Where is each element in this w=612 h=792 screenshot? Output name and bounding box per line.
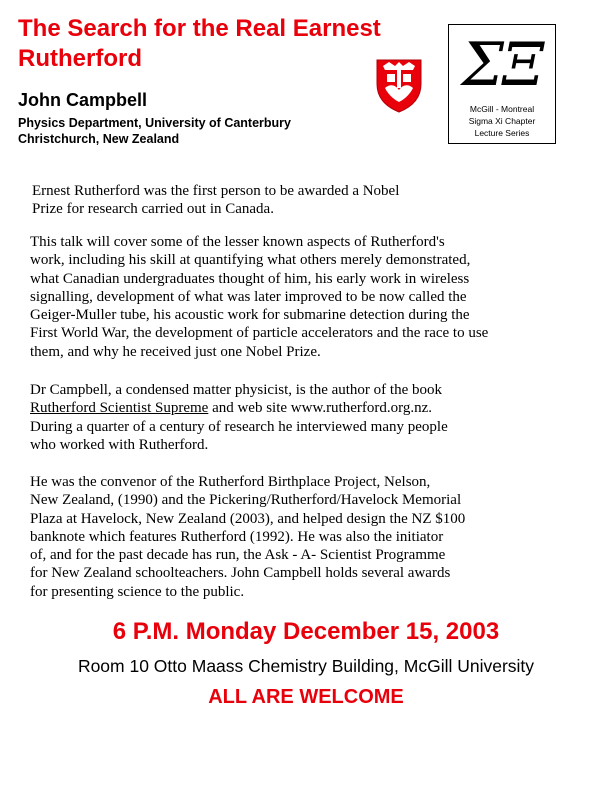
text-line: He was the convenor of the Rutherford Birthplace Project, Nelson,	[30, 474, 431, 490]
text-line: signalling, development of what was later improved to be now called the	[30, 288, 467, 305]
text-line	[30, 399, 550, 417]
intro-paragraph	[32, 182, 492, 219]
event-datetime: 6 P.M. Monday December 15, 2003	[112, 618, 500, 645]
speaker-achievements-paragraph	[30, 473, 550, 601]
caption-line-1: McGill - Montreal	[469, 104, 535, 114]
affiliation-line-1: Physics Department, University of Canterbury	[18, 116, 291, 130]
intro-line-2: Prize for research carried out in Canada.	[32, 201, 274, 218]
text-line: of, and for the past decade has run, the Ask - A- Scientist Programme	[30, 547, 446, 564]
sigma-xi-logo	[448, 24, 556, 144]
author-name: John Campbell	[18, 90, 148, 110]
talk-description-paragraph	[30, 233, 590, 361]
text-line: for presenting science to the public.	[30, 583, 245, 600]
text-line: Geiger-Muller tube, his acoustic work for submarine detection during the	[30, 307, 470, 324]
text-line: New Zealand, (1990) and the Pickering/Rutherford/Havelock Memorial	[30, 492, 462, 509]
website-text: and web site www.rutherford.org.nz.	[208, 400, 433, 417]
caption-line-2: Sigma Xi Chapter	[468, 116, 536, 126]
affiliation-line-2: Christchurch, New Zealand	[18, 132, 180, 146]
speaker-bio-paragraph	[30, 381, 550, 454]
welcome-banner: ALL ARE WELCOME	[208, 686, 404, 708]
book-title: Rutherford Scientist Supreme	[30, 400, 209, 417]
text-line: them, and why he received just one Nobel Prize.	[30, 343, 321, 360]
sigma-xi-glyphs: ΣΞ	[461, 30, 543, 100]
text-line: what Canadian undergraduates thought of him, his early work in wireless	[30, 270, 470, 287]
text-line: Plaza at Havelock, New Zealand (2003), and helped design the NZ $100	[30, 510, 466, 527]
title-line-1: The Search for the Real Earnest	[18, 15, 381, 42]
text-line: for New Zealand schoolteachers. John Campbell holds several awards	[30, 565, 451, 582]
text-line: work, including his skill at quantifying what others merely demonstrated,	[30, 252, 471, 269]
text-line: During a quarter of a century of research he interviewed many people	[30, 418, 448, 435]
text-line: This talk will cover some of the lesser known aspects of Rutherford's	[30, 234, 445, 250]
intro-line-1: Ernest Rutherford was the first person to be awarded a Nobel	[32, 183, 400, 199]
text-line: Dr Campbell, a condensed matter physicist, is the author of the book	[30, 382, 442, 398]
sigma-xi-caption	[449, 103, 555, 139]
event-location: Room 10 Otto Maass Chemistry Building, McGill University	[77, 656, 535, 676]
caption-line-3: Lecture Series	[474, 128, 530, 138]
text-line: who worked with Rutherford.	[30, 436, 209, 453]
author-affiliation	[18, 115, 291, 147]
text-line: banknote which features Rutherford (1992). He was also the initiator	[30, 528, 444, 545]
text-line: First World War, the development of particle accelerators and the race to use	[30, 325, 489, 342]
title-line-2: Rutherford	[18, 45, 142, 72]
mcgill-crest-icon	[375, 58, 423, 114]
